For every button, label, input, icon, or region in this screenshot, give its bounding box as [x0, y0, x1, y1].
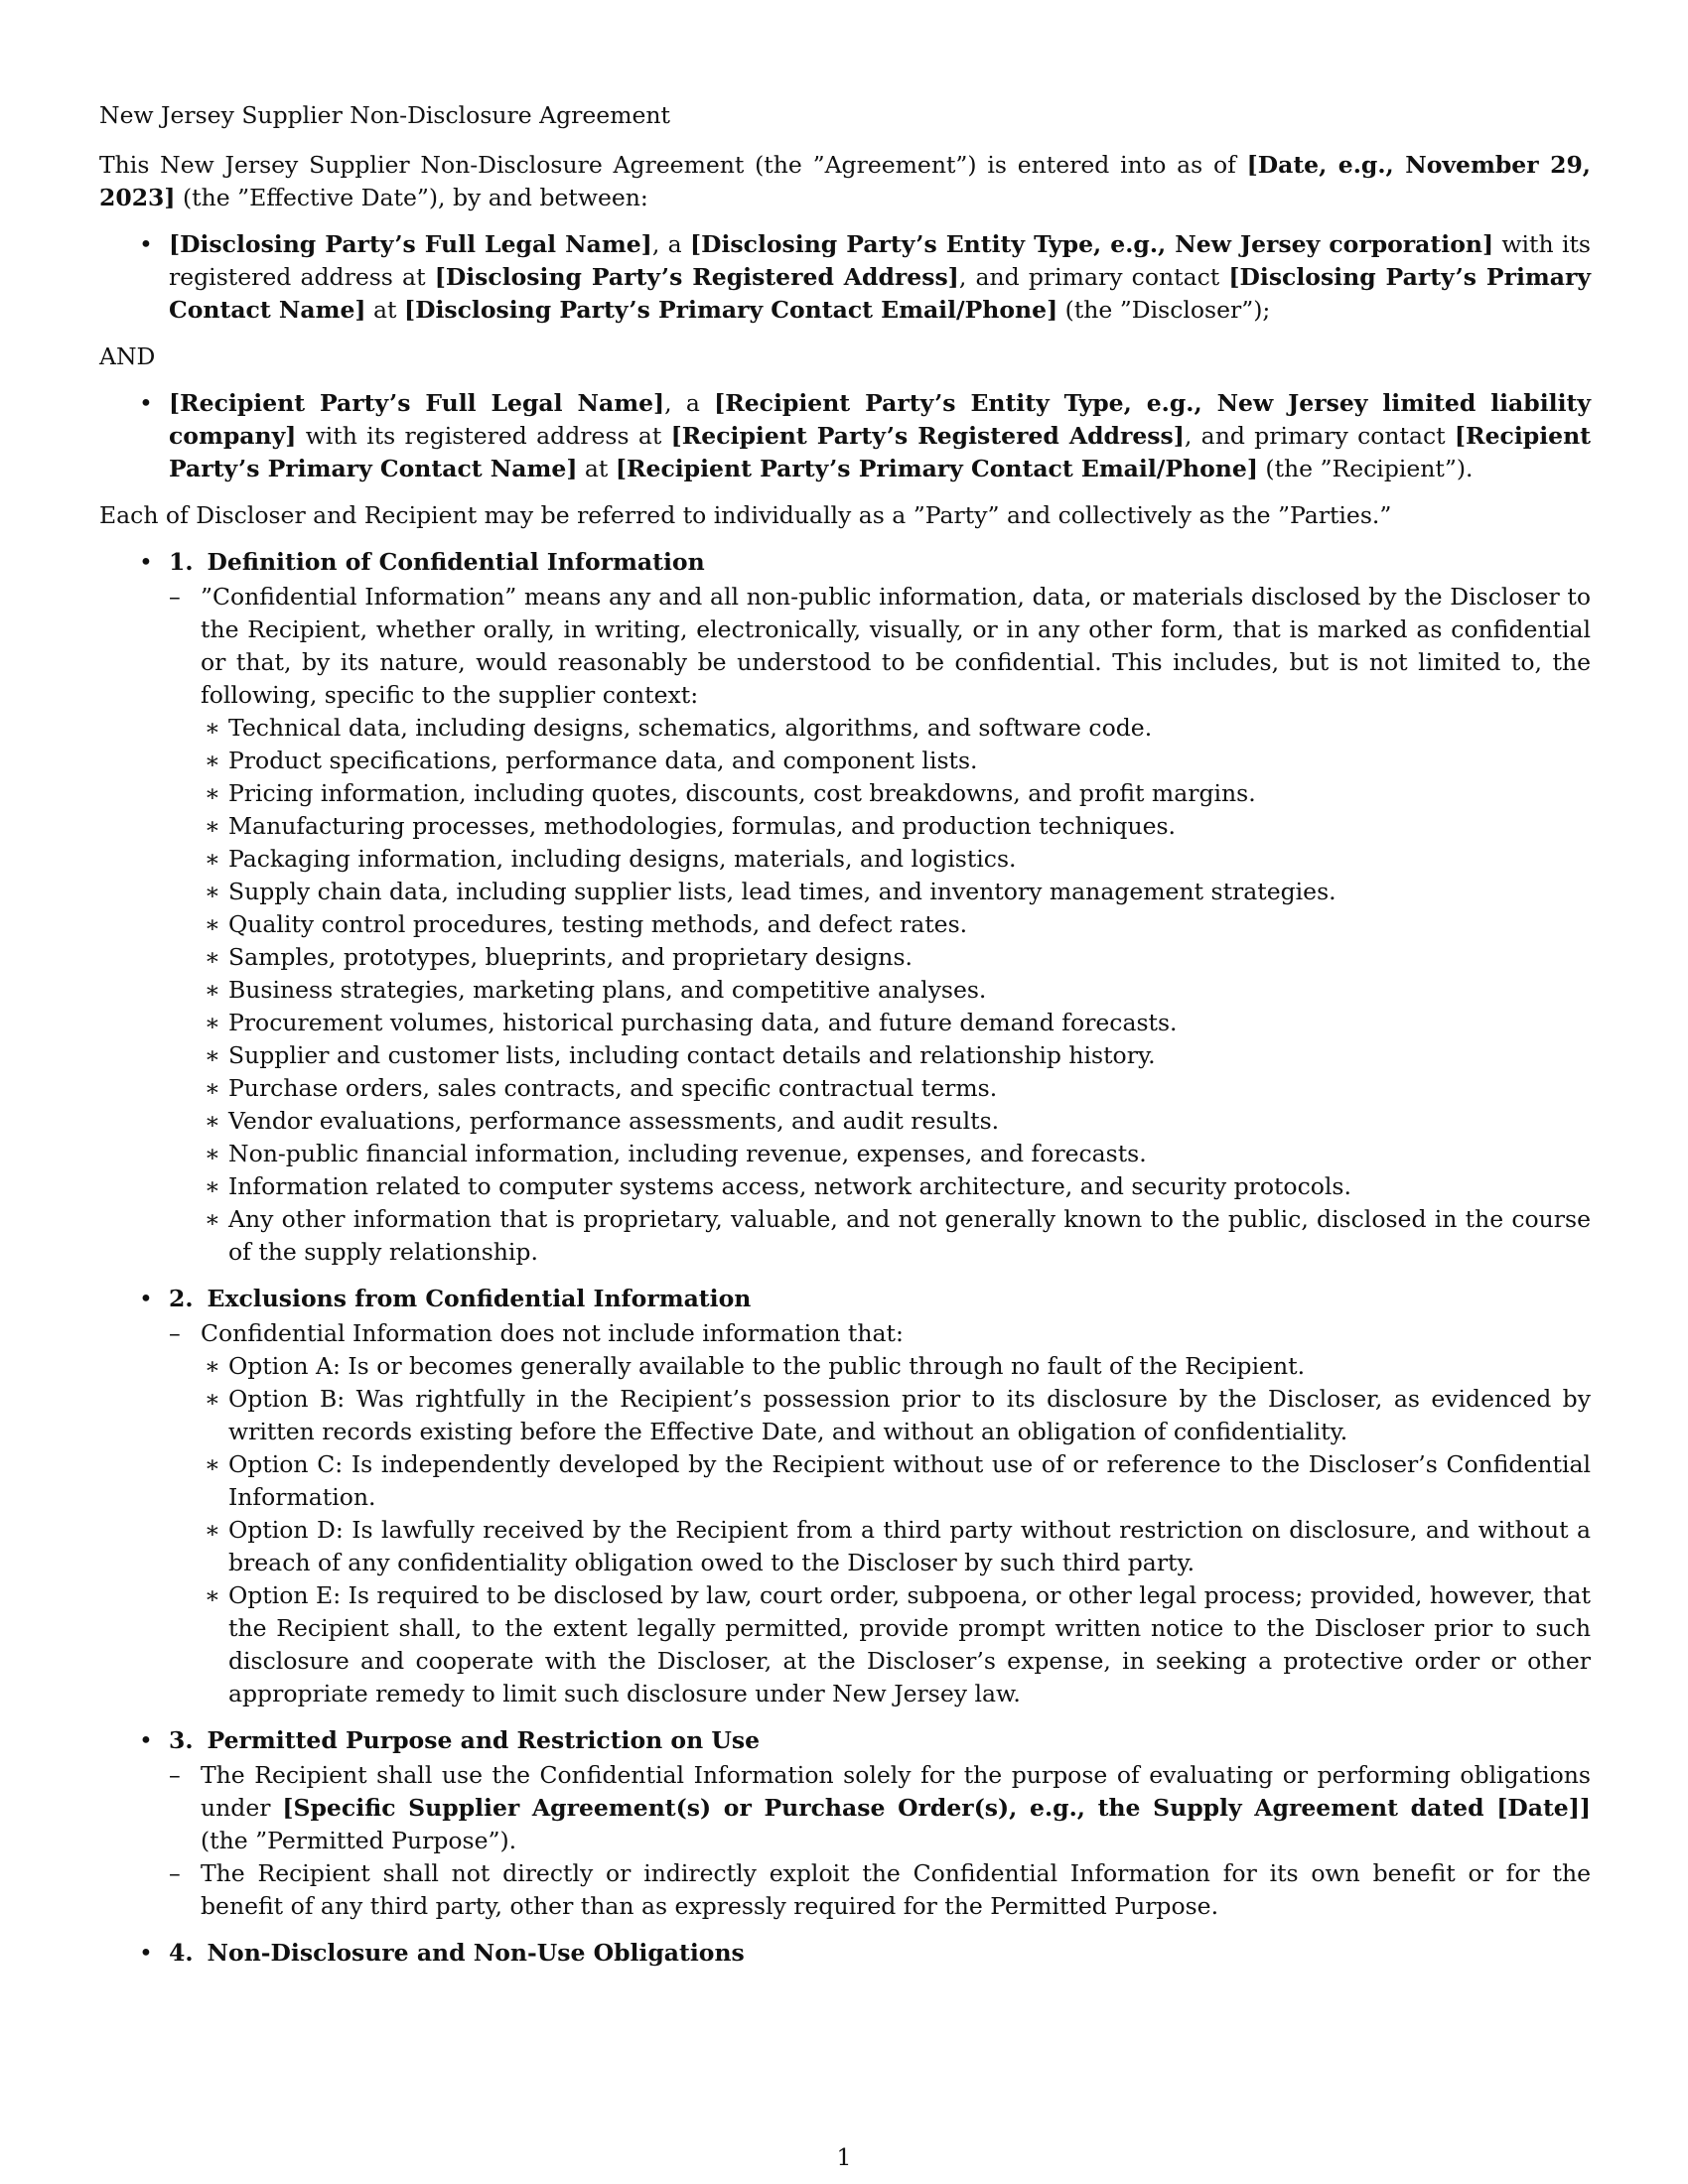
list-item [201, 843, 1591, 876]
discloser-name-placeholder: [Disclosing Party’s Full Legal Name] [169, 230, 652, 258]
list-item-text: Samples, prototypes, blueprints, and proprietary designs. [228, 943, 913, 971]
list-item [201, 1383, 1591, 1448]
recipient-email-placeholder: [Recipient Party’s Primary Contact Email/Phone] [615, 455, 1258, 482]
section-3-body [169, 1759, 1591, 1923]
asterisk-marker: ∗ [205, 1581, 220, 1609]
section-1-sublist [169, 581, 1591, 1269]
list-item-text: Procurement volumes, historical purchasing data, and future demand forecasts. [228, 1009, 1178, 1036]
exclusions-list [201, 1350, 1591, 1710]
list-item-text: Any other information that is proprietary, valuable, and not generally known to the public, disclosed in the course of the supply relationship. [228, 1205, 1591, 1266]
discloser-email-placeholder: [Disclosing Party’s Primary Contact Email/Phone] [403, 296, 1058, 324]
list-item-text: Packaging information, including designs, materials, and logistics. [228, 845, 1017, 873]
list-item [201, 1514, 1591, 1579]
bullet-marker: • [139, 1939, 153, 1967]
asterisk-marker: ∗ [205, 976, 220, 1004]
asterisk-marker: ∗ [205, 910, 220, 938]
discloser-list [99, 228, 1591, 327]
list-item-text: Purchase orders, sales contracts, and specific contractual terms. [228, 1074, 998, 1102]
confidential-items-list [201, 712, 1591, 1269]
recipient-contact-placeholder: [Recipient Party’s Primary Contact Name] [169, 422, 1592, 482]
text: , a [651, 230, 690, 258]
list-item [201, 1170, 1591, 1203]
restriction-paragraph [169, 1857, 1591, 1923]
list-item-text: Information related to computer systems access, network architecture, and security protocols. [228, 1172, 1351, 1200]
text: (the ”Recipient”). [1257, 455, 1474, 482]
text: , a [664, 389, 715, 417]
asterisk-marker: ∗ [205, 1385, 220, 1413]
section-heading [169, 1937, 1591, 1970]
section-2 [99, 1283, 1591, 1315]
asterisk-marker: ∗ [205, 1074, 220, 1102]
intro-paragraph [99, 149, 1591, 214]
list-item-text: Option C: Is independently developed by the Recipient without use of or reference to the Discloser’s Confidential Information. [228, 1450, 1591, 1511]
list-item-text: Non-public financial information, including revenue, expenses, and forecasts. [228, 1140, 1147, 1167]
intro-text: (the ”Effective Date”), by and between: [175, 184, 648, 211]
asterisk-marker: ∗ [205, 747, 220, 774]
discloser-entity-placeholder: [Disclosing Party’s Entity Type, e.g., New Jersey corporation] [689, 230, 1494, 258]
list-item [201, 1579, 1591, 1710]
list-item-text: Supply chain data, including supplier lists, lead times, and inventory management strategies. [228, 878, 1336, 905]
list-item-text: Option D: Is lawfully received by the Recipient from a third party without restriction on disclosure, and without a breach of any confidentiality obligation owed to the Discloser by such third party. [228, 1516, 1591, 1576]
list-item-text: Technical data, including designs, schematics, algorithms, and software code. [228, 714, 1153, 742]
recipient-list [99, 387, 1591, 485]
bullet-marker: • [139, 1285, 153, 1312]
section-list [99, 1724, 1591, 1757]
list-item [201, 1448, 1591, 1514]
bullet-marker: • [139, 230, 153, 258]
asterisk-marker: ∗ [205, 779, 220, 807]
dash-marker: – [169, 1761, 181, 1789]
definition-paragraph [169, 581, 1591, 1269]
section-list [99, 546, 1591, 579]
asterisk-marker: ∗ [205, 1009, 220, 1036]
section-heading [169, 1283, 1591, 1315]
section-3 [99, 1724, 1591, 1757]
section-title: Definition of Confidential Information [207, 548, 705, 576]
bullet-marker: • [139, 1726, 153, 1754]
agreement-placeholder: [Specific Supplier Agreement(s) or Purchase Order(s), e.g., the Supply Agreement dated [Date]] [282, 1794, 1591, 1822]
list-item-text: Option B: Was rightfully in the Recipient’s possession prior to its disclosure by the Discloser, as evidenced by written records existing before the Effective Date, and without an obligation of confidentiality. [228, 1385, 1591, 1445]
list-item [201, 1203, 1591, 1269]
exclusions-paragraph [169, 1317, 1591, 1710]
list-item [201, 1039, 1591, 1072]
dash-marker: – [169, 1319, 181, 1347]
list-item [201, 745, 1591, 777]
asterisk-marker: ∗ [205, 1450, 220, 1478]
list-item-text: Business strategies, marketing plans, and competitive analyses. [228, 976, 987, 1004]
section-1-body [169, 581, 1591, 1269]
list-item [201, 810, 1591, 843]
text: (the ”Discloser”); [1057, 296, 1271, 324]
section-number: 2. [169, 1285, 194, 1312]
bullet-marker: • [139, 548, 153, 576]
section-title: Non-Disclosure and Non-Use Obligations [207, 1939, 745, 1967]
parties-definition: Each of Discloser and Recipient may be referred to individually as a ”Party” and collectively as the ”Parties.” [99, 501, 1392, 529]
section-1 [99, 546, 1591, 579]
discloser-item [99, 228, 1591, 327]
asterisk-marker: ∗ [205, 1172, 220, 1200]
section-list [99, 1283, 1591, 1315]
asterisk-marker: ∗ [205, 1041, 220, 1069]
list-item [201, 941, 1591, 974]
list-item-text: Pricing information, including quotes, discounts, cost breakdowns, and profit margins. [228, 779, 1256, 807]
and-label: AND [99, 342, 156, 370]
section-2-body [169, 1317, 1591, 1710]
recipient-address-placeholder: [Recipient Party’s Registered Address] [670, 422, 1185, 450]
paragraph-text: Confidential Information does not include information that: [201, 1319, 904, 1347]
paragraph-text: ”Confidential Information” means any and all non-public information, data, or materials disclosed by the Discloser to the Recipient, whether orally, in writing, electronically, visually, or in any other form, that is marked as confidential or that, by its nature, would reasonably be understood to be confidential. This includes, but is not limited to, the following, specific to the supplier context: [201, 583, 1591, 709]
text: , and primary contact [958, 263, 1229, 291]
list-item [201, 712, 1591, 745]
list-item [201, 908, 1591, 941]
section-2-sublist [169, 1317, 1591, 1710]
section-3-sublist [169, 1759, 1591, 1923]
section-heading [169, 546, 1591, 579]
list-item-text: Product specifications, performance data, and component lists. [228, 747, 978, 774]
asterisk-marker: ∗ [205, 845, 220, 873]
document-title: New Jersey Supplier Non-Disclosure Agreement [99, 101, 670, 129]
dash-marker: – [169, 583, 181, 611]
dash-marker: – [169, 1859, 181, 1887]
list-item-text: Quality control procedures, testing methods, and defect rates. [228, 910, 968, 938]
paragraph-text: The Recipient shall not directly or indirectly exploit the Confidential Information for its own benefit or for the benefit of any third party, other than as expressly required for the Permitted Purpose. [201, 1859, 1591, 1920]
list-item [201, 1350, 1591, 1383]
section-number: 3. [169, 1726, 194, 1754]
asterisk-marker: ∗ [205, 1352, 220, 1380]
asterisk-marker: ∗ [205, 1205, 220, 1233]
text: with its registered address at [296, 422, 671, 450]
list-item-text: Option A: Is or becomes generally available to the public through no fault of the Recipient. [228, 1352, 1306, 1380]
list-item [201, 1138, 1591, 1170]
section-number: 4. [169, 1939, 194, 1967]
list-item [201, 1007, 1591, 1039]
recipient-item [99, 387, 1591, 485]
asterisk-marker: ∗ [205, 714, 220, 742]
section-number: 1. [169, 548, 194, 576]
list-item-text: Vendor evaluations, performance assessments, and audit results. [228, 1107, 1000, 1135]
asterisk-marker: ∗ [205, 1516, 220, 1544]
recipient-name-placeholder: [Recipient Party’s Full Legal Name] [169, 389, 665, 417]
discloser-contact-placeholder: [Disclosing Party’s Primary Contact Name] [169, 263, 1591, 324]
effective-date-placeholder: [Date, e.g., November 29, 2023] [99, 151, 1591, 211]
paragraph-text: (the ”Permitted Purpose”). [201, 1827, 517, 1854]
section-title: Permitted Purpose and Restriction on Use [207, 1726, 761, 1754]
text: with its registered address at [169, 230, 1591, 291]
list-item [201, 1105, 1591, 1138]
asterisk-marker: ∗ [205, 943, 220, 971]
page-number: 1 [836, 2143, 852, 2171]
document-body [99, 99, 1591, 1985]
asterisk-marker: ∗ [205, 812, 220, 840]
text: at [577, 455, 616, 482]
asterisk-marker: ∗ [205, 1107, 220, 1135]
recipient-entity-placeholder: [Recipient Party’s Entity Type, e.g., New Jersey limited liability company] [169, 389, 1592, 450]
section-list [99, 1937, 1591, 1970]
section-heading [169, 1724, 1591, 1757]
list-item-text: Option E: Is required to be disclosed by law, court order, subpoena, or other legal process; provided, however, that the Recipient shall, to the extent legally permitted, provide prompt written notice to the Discloser prior to such disclosure and cooperate with the Discloser, at the Discloser’s expense, in seeking a protective order or other appropriate remedy to limit such disclosure under New Jersey law. [228, 1581, 1591, 1707]
intro-text: This New Jersey Supplier Non-Disclosure Agreement (the ”Agreement”) is entered into as of [99, 151, 1247, 179]
permitted-purpose-paragraph [169, 1759, 1591, 1857]
list-item-text: Manufacturing processes, methodologies, formulas, and production techniques. [228, 812, 1177, 840]
text: , and primary contact [1184, 422, 1455, 450]
list-item [201, 974, 1591, 1007]
list-item-text: Supplier and customer lists, including contact details and relationship history. [228, 1041, 1156, 1069]
discloser-address-placeholder: [Disclosing Party’s Registered Address] [434, 263, 959, 291]
list-item [201, 777, 1591, 810]
asterisk-marker: ∗ [205, 1140, 220, 1167]
text: at [365, 296, 404, 324]
list-item [201, 876, 1591, 908]
section-title: Exclusions from Confidential Information [207, 1285, 752, 1312]
section-4 [99, 1937, 1591, 1970]
list-item [201, 1072, 1591, 1105]
asterisk-marker: ∗ [205, 878, 220, 905]
bullet-marker: • [139, 389, 153, 417]
paragraph-text: The Recipient shall use the Confidential Information solely for the purpose of evaluating or performing obligations under [201, 1761, 1591, 1822]
